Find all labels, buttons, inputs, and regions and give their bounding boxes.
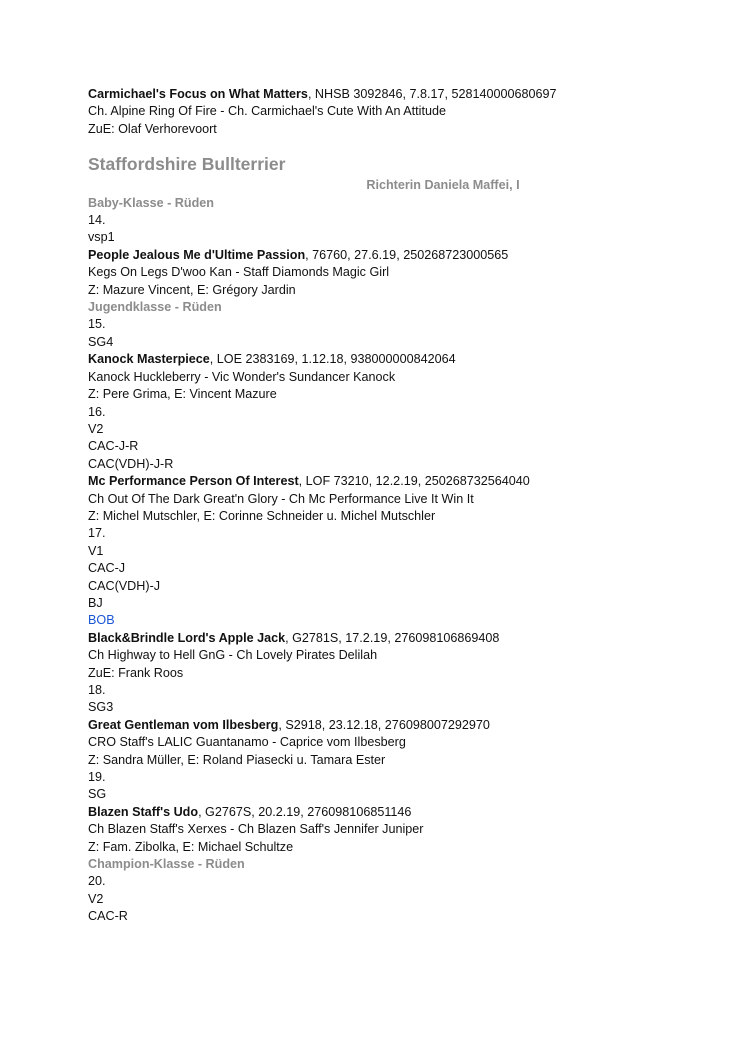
dog-details: , S2918, 23.12.18, 276098007292970 — [278, 717, 490, 732]
dog-name: Blazen Staff's Udo — [88, 804, 199, 819]
entry-16 — [88, 404, 648, 526]
award: CAC-J-R — [88, 439, 139, 454]
best-of-breed-award: BOB — [88, 613, 115, 628]
award: SG4 — [88, 334, 114, 349]
catalog-number: 15. — [88, 317, 106, 332]
entry-title-line — [88, 717, 648, 734]
dog-breeder-owner: Z: Michel Mutschler, E: Corinne Schneider u. Michel Mutschler — [88, 508, 436, 523]
dog-breeder-owner: Z: Pere Grima, E: Vincent Mazure — [88, 387, 277, 402]
award: CAC-R — [88, 909, 128, 924]
dog-name: Kanock Masterpiece — [88, 352, 210, 367]
dog-breeder-owner: ZuE: Frank Roos — [88, 665, 184, 680]
dog-name: Great Gentleman vom Ilbesberg — [88, 717, 279, 732]
dog-parents: CRO Staff's LALIC Guantanamo - Caprice vom Ilbesberg — [88, 735, 406, 750]
award: CAC(VDH)-J — [88, 578, 161, 593]
catalog-number: 16. — [88, 404, 106, 419]
dog-breeder-owner: Z: Mazure Vincent, E: Grégory Jardin — [88, 282, 296, 297]
dog-breeder-owner: ZuE: Olaf Verhorevoort — [88, 121, 217, 136]
entry-title-line — [88, 630, 648, 647]
award: SG3 — [88, 700, 114, 715]
award: V2 — [88, 421, 104, 436]
dog-breeder-owner: Z: Fam. Zibolka, E: Michael Schultze — [88, 839, 294, 854]
entry-title-line — [88, 247, 648, 264]
class-heading: Jugendklasse - Rüden — [88, 300, 222, 315]
entry-title-line — [88, 86, 648, 103]
dog-details: , 76760, 27.6.19, 250268723000565 — [305, 247, 509, 262]
entry-title-line — [88, 804, 648, 821]
award: CAC(VDH)-J-R — [88, 456, 174, 471]
class-heading: Baby-Klasse - Rüden — [88, 195, 214, 210]
dog-details: , LOF 73210, 12.2.19, 250268732564040 — [298, 474, 530, 489]
award: BJ — [88, 595, 103, 610]
dog-name: Mc Performance Person Of Interest — [88, 474, 299, 489]
dog-parents: Ch. Alpine Ring Of Fire - Ch. Carmichael's Cute With An Attitude — [88, 104, 446, 119]
dog-name: Carmichael's Focus on What Matters — [88, 87, 308, 101]
entry-19 — [88, 769, 648, 856]
award: SG — [88, 787, 107, 802]
entry-17 — [88, 525, 648, 682]
catalog-number: 19. — [88, 770, 106, 785]
dog-parents: Ch Blazen Staff's Xerxes - Ch Blazen Saff's Jennifer Juniper — [88, 822, 424, 837]
dog-details: , NHSB 3092846, 7.8.17, 528140000680697 — [307, 87, 557, 101]
entry-20 — [88, 873, 648, 925]
dog-breeder-owner: Z: Sandra Müller, E: Roland Piasecki u. Tamara Ester — [88, 752, 386, 767]
dog-details: , G2767S, 20.2.19, 276098106851146 — [198, 804, 412, 819]
catalog-number: 20. — [88, 874, 106, 889]
judge-name: Richterin Daniela Maffei, I — [366, 178, 520, 193]
entry-top — [88, 86, 648, 138]
entry-15 — [88, 316, 648, 403]
dog-name: Black&Brindle Lord's Apple Jack — [88, 630, 286, 645]
catalog-number: 18. — [88, 683, 106, 697]
catalog-number: 14. — [88, 213, 106, 228]
dog-details: , G2781S, 17.2.19, 276098106869408 — [285, 630, 500, 645]
breed-title: Staffordshire Bullterrier — [88, 154, 286, 175]
entry-title-line — [88, 473, 648, 490]
dog-parents: Ch Out Of The Dark Great'n Glory - Ch Mc Performance Live It Win It — [88, 491, 474, 506]
award: V1 — [88, 543, 104, 558]
entry-18 — [88, 682, 648, 769]
dog-parents: Kegs On Legs D'woo Kan - Staff Diamonds Magic Girl — [88, 265, 390, 280]
entry-14 — [88, 212, 648, 299]
entry-title-line — [88, 351, 648, 368]
dog-parents: Kanock Huckleberry - Vic Wonder's Sundancer Kanock — [88, 369, 396, 384]
dog-name: People Jealous Me d'Ultime Passion — [88, 247, 306, 262]
dog-details: , LOE 2383169, 1.12.18, 938000000842064 — [209, 352, 456, 367]
award: vsp1 — [88, 230, 115, 245]
catalog-number: 17. — [88, 526, 106, 541]
class-heading: Champion-Klasse - Rüden — [88, 857, 245, 872]
award: V2 — [88, 891, 104, 906]
award: CAC-J — [88, 561, 126, 576]
dog-parents: Ch Highway to Hell GnG - Ch Lovely Pirates Delilah — [88, 648, 378, 663]
catalog-page — [88, 86, 648, 926]
